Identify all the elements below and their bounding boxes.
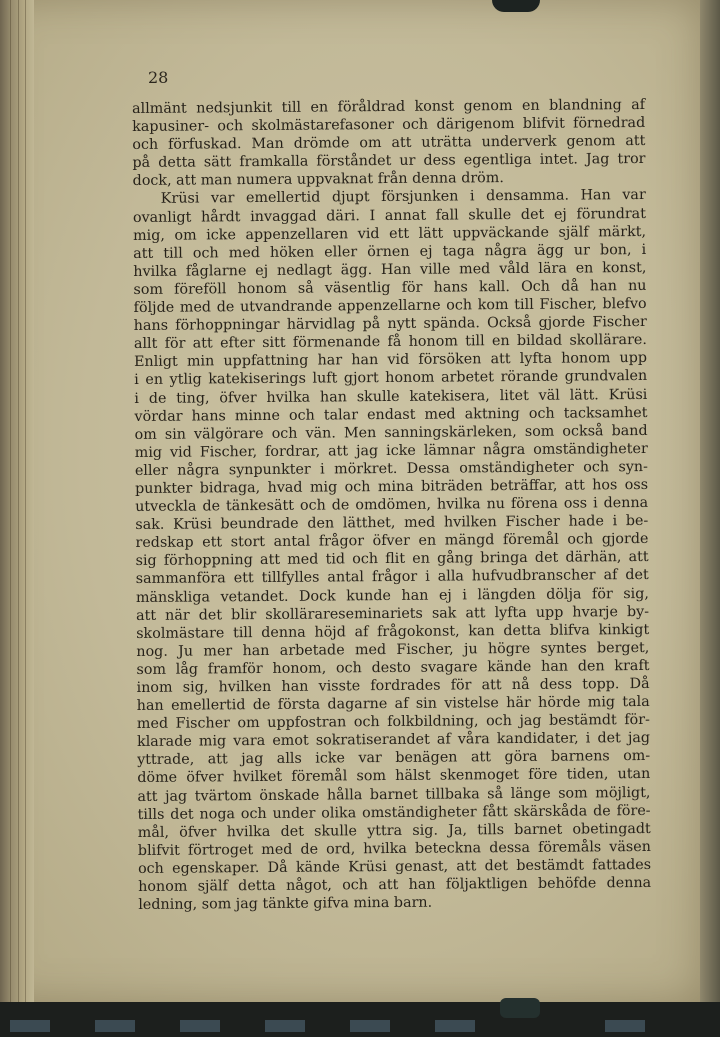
text-line: att till och med höken eller örnen ej taga några ägg ur bon, i — [133, 241, 647, 262]
text-line: blifvit förtroget med de ord, hvilka beteckna dessa föremåls väsen — [137, 838, 651, 859]
text-line: ledning, som jag tänkte gifva mina barn. — [138, 894, 433, 914]
text-line: med Fischer om uppfostran och folkbildning, och jag bestämdt för- — [136, 712, 650, 733]
scale-tick — [605, 1020, 645, 1032]
gutter-line — [25, 0, 26, 1002]
text-line: sak. Krüsi beundrade den lätthet, med hvilken Fischer hade i be- — [135, 513, 649, 534]
text-line: i en ytlig katekiserings luft gjort honom arbetet rörande grundvalen — [134, 368, 648, 389]
text-line: dock, att man numera uppvaknat från denna dröm. — [132, 170, 504, 190]
scale-tick — [265, 1020, 305, 1032]
text-line: i de ting, öfver hvilka han skulle katekisera, litet väl lätt. Krüsi — [134, 386, 648, 407]
text-line: ovanligt hårdt invaggad däri. I annat fall skulle det ej förundrat — [132, 205, 646, 226]
text-line: redskap ett stort antal frågor öfver en mängd föremål och gjorde — [135, 531, 649, 552]
text-line: yttrade, att jag alls icke var benägen att göra barnens om- — [137, 748, 651, 769]
book-edge — [700, 0, 720, 1002]
text-line: döme öfver hvilket föremål som hälst skenmoget före tiden, utan — [137, 766, 651, 787]
text-line: om sin välgörare och vän. Men sanningskärleken, som också band — [134, 422, 648, 443]
scale-tick — [10, 1020, 50, 1032]
text-line: han emellertid de första dagarne af sin vistelse här hörde mig tala — [136, 694, 650, 715]
text-line: hvilka fåglarne ej nedlagt ägg. Han ville med våld lära en konst, — [133, 259, 647, 280]
text-line: inom sig, hvilken han visste fordrades för att nå dess topp. Då — [136, 675, 650, 696]
gutter-line — [10, 0, 11, 1002]
text-line: mänskliga vetandet. Dock kunde han ej i längden dölja för sig, — [135, 585, 649, 606]
text-line: att jag tvärtom önskade hålla barnet tillbaka så länge som möjligt, — [137, 784, 651, 805]
text-line: mig, om icke appenzellaren vid ett lätt uppväckande själf märkt, — [133, 223, 647, 244]
text-line: allmänt nedsjunkit till en föråldrad konst genom en blandning af — [132, 96, 646, 117]
text-line: på detta sätt framkalla förståndet ur dess egentliga intet. Jag tror — [132, 151, 646, 172]
text-line: klarade mig vara emot sokratiserandet af våra kandidater, i det jag — [136, 730, 651, 751]
gutter-line — [18, 0, 19, 1002]
scale-tick — [435, 1020, 475, 1032]
text-line: Krüsi var emellertid djupt försjunken i densamma. Han var — [160, 187, 646, 208]
text-line: kapusiner- och skolmästarefasoner och därigenom blifvit förnedrad — [132, 115, 646, 136]
text-line: mål, öfver hvilka det skulle yttra sig. Ja, tills barnet obetingadt — [137, 820, 651, 841]
book-gutter — [0, 0, 34, 1002]
page-number: 28 — [148, 68, 169, 87]
scanner-clip — [500, 998, 540, 1018]
text-line: vördar hans minne och talar endast med aktning och tacksamhet — [134, 404, 648, 425]
text-line: att när det blir skollärareseminariets sak att lyfta upp hvarje by- — [135, 603, 650, 624]
text-line: tills det noga och under olika omständigheter fått skärskåda de före- — [137, 802, 651, 823]
scale-tick — [350, 1020, 390, 1032]
text-line: som föreföll honom så väsentlig för hans kall. Och då han nu — [133, 277, 647, 298]
scale-tick — [180, 1020, 220, 1032]
text-line: som låg framför honom, och desto svagare kände han den kraft — [136, 657, 650, 678]
scale-tick — [95, 1020, 135, 1032]
text-line: punkter bidraga, hvad mig och mina biträden beträffar, att hos oss — [134, 476, 649, 497]
text-line: och förfuskad. Man drömde om att uträtta underverk genom att — [132, 133, 646, 154]
text-line: nog. Ju mer han arbetade med Fischer, ju högre syntes berget, — [136, 639, 650, 660]
body-text — [132, 96, 651, 914]
text-line: eller några synpunkter i mörkret. Dessa omständigheter och syn- — [134, 458, 648, 479]
text-line: allt för att efter sitt förmenande få honom till en bildad skollärare. — [133, 332, 647, 353]
text-line: mig vid Fischer, fordrar, att jag icke lämnar några omständigheter — [134, 440, 648, 461]
text-line: honom själf detta något, och att han följaktligen behöfde denna — [138, 874, 652, 896]
text-line: sammanföra ett tillfylles antal frågor i alla hufvudbranscher af det — [135, 567, 649, 588]
text-line: Enligt min uppfattning har han vid försöken att lyfta honom upp — [133, 350, 648, 371]
text-line: sig förhoppning att med tid och flit en gång bringa det därhän, att — [135, 549, 649, 570]
text-line: följde med de utvandrande appenzellarne och kom till Fischer, blefvo — [133, 295, 647, 317]
scanner-clip — [492, 0, 540, 12]
text-line: skolmästare till denna höjd af frågokonst, kan detta blifva kinkigt — [136, 621, 650, 642]
text-line: utveckla de tänkesätt och de omdömen, hvilka nu förena oss i denna — [135, 495, 649, 516]
text-line: och egenskaper. Då kände Krüsi genast, att det bestämdt fattades — [137, 856, 652, 877]
text-line: hans förhoppningar härvidlag på nytt spända. Också gjorde Fischer — [133, 314, 647, 335]
